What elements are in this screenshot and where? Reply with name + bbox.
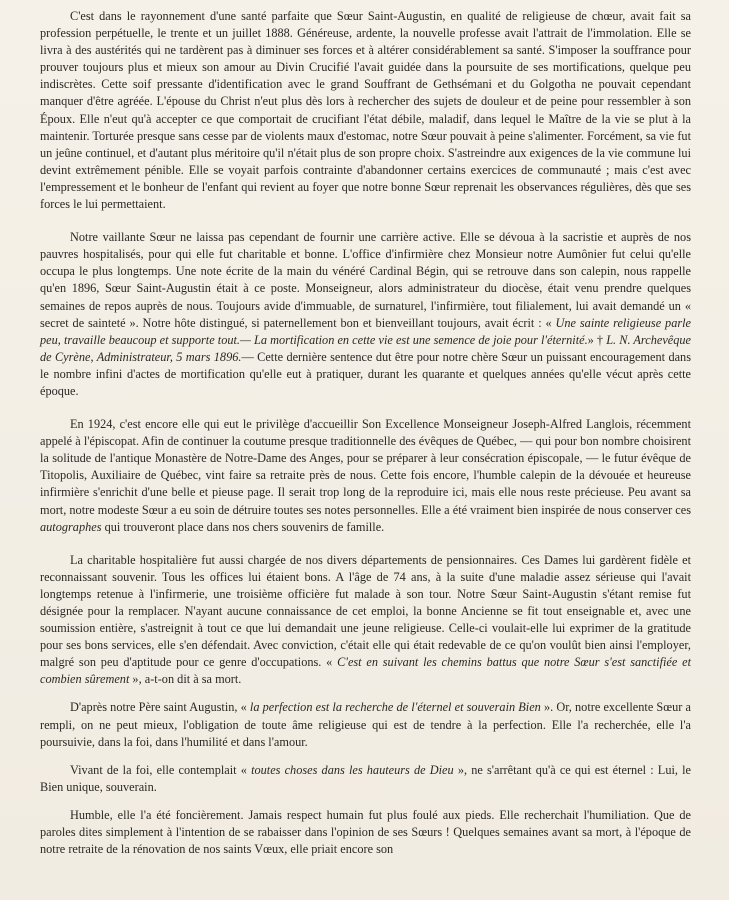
text-segment: qui trouveront place dans nos chers souvenirs de famille. [101, 519, 385, 534]
italic-word: autographes [40, 519, 102, 534]
text-segment: », ne s'arrêtant qu'à ce qui est éternel : Lui, le Bien unique, souverain. [40, 762, 692, 794]
text-segment: Vivant de la foi, elle contemplait « [70, 762, 252, 777]
text-segment: — Cette dernière sentence dut être pour notre chère Sœur un puissant encouragement dans le nombre infini d'actes de mortification qu'elle eut à pratiquer, durant les quarante et quelques années qu'elle vécut après cette époque. [40, 349, 691, 398]
text-segment: », a-t-on dit à sa mort. [129, 672, 242, 687]
italic-quote: la perfection est la recherche de l'éternel et souverain Bien [249, 700, 541, 715]
text-segment: Humble, elle l'a été foncièrement. Jamais respect humain fut plus foulé aux pieds. Elle recherchait l'humiliation. Que de paroles dites simplement à l'intention de se rabaisser dans l'opinion de ses Sœurs ! Quelques semaines avant sa mort, à l'époque de notre retraite de la rénovation de nos saints Vœux, elle priait encore son [40, 807, 691, 857]
text-segment: Notre vaillante Sœur ne laissa pas cependant de fournir une carrière active. Elle se dévoua à la sacristie et auprès de nos pauvres hospitalisés, pour qui elle fut charitable et bonne. L'office d'infirmière chez Monsieur notre Aumônier fut celui qu'elle occupa le plus longtemps. Une note écrite de la main du vénéré Cardinal Bégin, qui se retrouve dans son calepin, nous rappelle qu'en 1896, Sœur Saint-Augustin était à ce poste. Monseigneur, alors administrateur du diocèse, était venu prendre quelques semaines de repos auprès de nous. Toujours avide d'immuable, de surnaturel, l'infirmière, tout filialement, lui avait demandé un « secret de sainteté ». Notre hôte distingué, si paternellement bon et bienveillant toujours, avait écrit : « [40, 230, 691, 330]
paragraph-1924 [40, 416, 691, 536]
paragraph-hospitaliere [40, 552, 691, 689]
paragraph-foi [40, 762, 691, 796]
paragraph-spacer [40, 536, 691, 552]
italic-quote: C'est en suivant les chemins battus que notre Sœur s'est sanctifiée et combien sûrement [40, 655, 691, 687]
text-segment: ». Or, notre excellente Sœur a rempli, on ne peut mieux, l'obligation de toute âme religieuse qui est de tendre à la perfection. Elle l'a recherchée, elle l'a poursuivie, dans la foi, dans l'humilité et dans l'amour. [40, 700, 691, 749]
italic-quote: toutes choses dans les hauteurs de Dieu [251, 762, 454, 777]
paragraph-spacer [40, 213, 691, 229]
paragraph-spacer [40, 796, 691, 807]
paragraph-spacer [40, 751, 691, 762]
paragraph-active-career [40, 229, 691, 400]
text-segment: La charitable hospitalière fut aussi chargée de nos divers départements de pensionnaires. Ces Dames lui gardèrent fidèle et reconnaissant souvenir. Tous les offices lui étaient bons. A l'âge de 74 ans, à la suite d'une maladie assez sérieuse qui l'avait longtemps retenue à l'infirmerie, une troisième officière fut malade à son tour. Notre Sœur Saint-Augustin s'étant remise fut désignée pour la remplacer. N'ayant aucune connaissance de cet emploi, la bonne Ancienne se fit tout enseignable et, avec une soumission entière, s'astreignit à tout ce que lui demandait une jeune religieuse. Celle-ci voulait-elle lui exprimer de la gratitude pour ses bons services, elle s'en défendait. Avec conviction, c'était elle qui était redevable de ce qu'on voulût bien ainsi l'employer, malgré son peu d'aptitude pour ce genre d'occupations. « [40, 552, 691, 670]
text-segment: En 1924, c'est encore elle qui eut le privilège d'accueillir Son Excellence Monseigneur Joseph-Alfred Langlois, récemment appelé à l'épiscopat. Afin de continuer la coutume presque traditionnelle des évêques de Québec, — qui pour bon nombre choisirent la solitude de l'antique Monastère de Notre-Dame des Anges, pour se préparer à leur consécration épiscopale, — le futur évêque de Titopolis, Auxiliaire de Québec, vint faire sa retraite près de nous. Cette fois encore, l'humble calepin de la dévouée et heureuse infirmière s'enrichit d'une belle et pieuse page. Il serait trop long de la reproduire ici, mais elle nous reste précieuse. Peu avant sa mort, notre modeste Sœur a eu soin de détruire toutes ses notes personnelles. Elle a été vraiment bien inspirée de nous conserver ces [40, 417, 691, 517]
paragraph-humilite [40, 807, 691, 858]
italic-signature: L. N. Archevêque de Cyrène, Administrateur, 5 mars 1896. [40, 332, 691, 364]
paragraph-perfection [40, 699, 691, 750]
text-segment: D'après notre Père saint Augustin, « [70, 700, 250, 715]
paragraph-profession [40, 8, 691, 213]
paragraph-spacer [40, 688, 691, 699]
text-segment: C'est dans le rayonnement d'une santé parfaite que Sœur Saint-Augustin, en qualité de religieuse de chœur, avait fait sa profession perpétuelle, le trente et un juillet 1888. Généreuse, ardente, la nouvelle professe avait l'attrait de l'immolation. Elle se livra à des austérités qui ne tardèrent pas à diminuer ses forces et à altérer considérablement sa santé. S'imposer la souffrance pour prouver toujours plus et mieux son amour au Divin Crucifié l'avait guidée dans la poursuite de ses mortifications, quelque peu indiscrètes. Cette soif pressante d'identification avec le grand Souffrant de Gethsémani et du Golgotha ne pouvait cependant manquer d'être agréée. L'épouse du Christ n'eut plus dès lors à rechercher des sujets de douleur et de peine pour ressembler à son Époux. Elle n'eut qu'à accepter ce que comportait de crucifiant l'état débile, maladif, dans lequel le Maître de la vie se plut à la maintenir. Torturée presque sans cesse par de violents maux d'estomac, notre Sœur pouvait à peine s'alimenter. Forcément, sa vie fut un jeûne continuel, et d'autant plus méritoire qu'il n'était plus de son propre choix. S'astreindre aux exigences de la vie commune lui devint extrêmement pénible. Elle se voyait parfois contrainte d'abandonner certains exercices de communauté ; mais c'est avec l'empressement et le bonheur de l'enfant qui revient au foyer que notre bonne Sœur reprenait les observances régulières, dès que ses forces le lui permettaient. [40, 9, 691, 212]
paragraph-spacer [40, 400, 691, 416]
text-segment: » † [587, 332, 607, 347]
italic-quote: Une sainte religieuse parle peu, travaille beaucoup et supporte tout.— La mortification en cette vie est une semence de joie pour l'éternité. [40, 315, 691, 347]
